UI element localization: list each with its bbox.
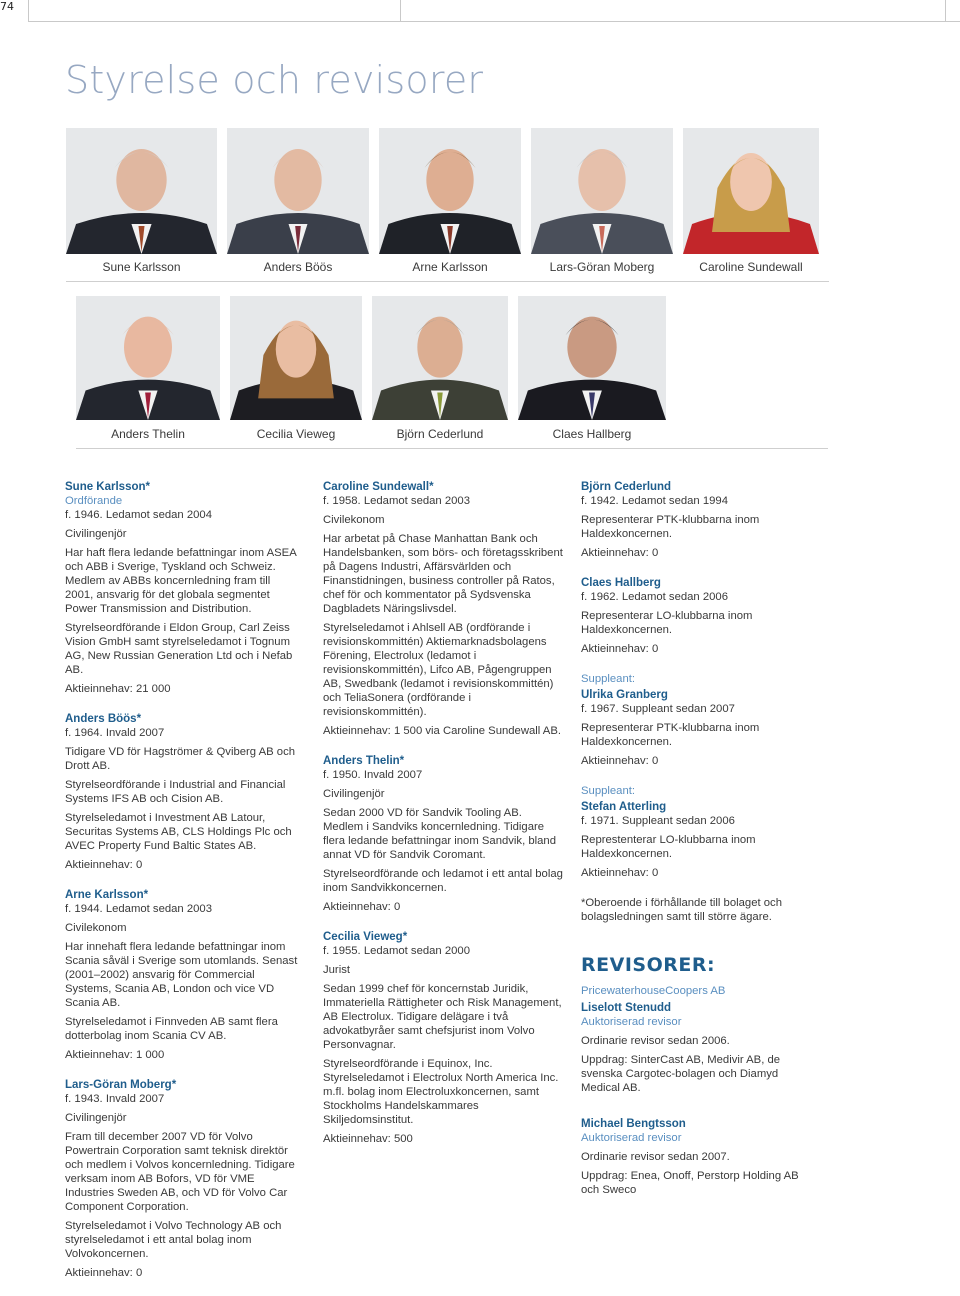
portrait-photo [531, 128, 673, 254]
member-name: Anders Thelin* [323, 755, 405, 767]
suppleant-label: Suppleant: [581, 673, 636, 685]
board-photo-row-1 [66, 128, 819, 274]
member-text: Civilingenjör [65, 528, 127, 540]
auditor-entry [581, 1117, 813, 1197]
portrait-photo [372, 296, 508, 420]
board-member-card [76, 296, 220, 441]
member-shares: Aktieinnehav: 0 [65, 1267, 143, 1279]
portrait-photo [76, 296, 220, 420]
portrait-photo [683, 128, 819, 254]
page-title: Styrelse och revisorer [65, 58, 484, 102]
portrait-name: Claes Hallberg [552, 427, 632, 441]
portrait-photo [379, 128, 521, 254]
member-year: f. 1942. Ledamot sedan 1994 [581, 495, 728, 507]
member-shares: Aktieinnehav: 0 [323, 901, 401, 913]
board-member-card [518, 296, 666, 441]
board-member-card [66, 128, 217, 274]
member-name: Ulrika Granberg [581, 689, 668, 701]
employee-rep-entry [581, 480, 813, 560]
member-text: Sedan 1999 chef för koncernstab Juridik, Immateriella Rättigheter och Risk Management, AB Electrolux. Tidigare delägare i två advokatbyråer samt chefsjurist inom Volvo Personvagnar. [323, 983, 562, 1051]
member-text: Civilingenjör [323, 788, 385, 800]
member-text: Styrelseledamot i Finnveden AB samt flera dotterbolag inom Scania CV AB. [65, 1016, 278, 1042]
auditor-name: Liselott Stenudd [581, 1002, 672, 1014]
member-text: Representerar LO-klubbarna inom Haldexkoncernen. [581, 610, 753, 636]
board-member-card [683, 128, 819, 274]
member-name: Stefan Atterling [581, 801, 667, 813]
member-shares: Aktieinnehav: 0 [581, 643, 659, 655]
board-member-card [227, 128, 369, 274]
suppleant-label: Suppleant: [581, 785, 636, 797]
member-name: Cecilia Vieweg* [323, 931, 408, 943]
member-year: f. 1955. Ledamot sedan 2000 [323, 945, 470, 957]
board-member-card [372, 296, 508, 441]
caption-rule [66, 281, 829, 282]
auditor-text: Ordinarie revisor sedan 2006. [581, 1035, 730, 1047]
member-year: f. 1967. Suppleant sedan 2007 [581, 703, 735, 715]
audit-firm: PricewaterhouseCoopers AB [581, 985, 726, 997]
member-name: Arne Karlsson* [65, 889, 149, 901]
member-text: Styrelseordförande i Eldon Group, Carl Zeiss Vision GmbH samt styrelseledamot i Tognum AG, New Russian Generation Ltd och i Nefab AB. [65, 622, 293, 676]
member-year: f. 1943. Invald 2007 [65, 1093, 165, 1105]
member-year: f. 1962. Ledamot sedan 2006 [581, 591, 728, 603]
member-name: Lars-Göran Moberg* [65, 1079, 177, 1091]
independence-footnote: *Oberoende i förhållande till bolaget och bolagsledningen samt till större ägare. [581, 897, 782, 923]
member-text: Styrelseordförande i Industrial and Financial Systems IFS AB och Cision AB. [65, 779, 286, 805]
member-text: Styrelseordförande och ledamot i ett antal bolag inom Sandvikkoncernen. [323, 868, 563, 894]
header-tick [28, 0, 29, 22]
board-entry [65, 480, 299, 696]
auditor-entry [581, 1001, 813, 1095]
auditor-name: Michael Bengtsson [581, 1118, 686, 1130]
member-name: Claes Hallberg [581, 577, 661, 589]
member-year: f. 1946. Ledamot sedan 2004 [65, 509, 212, 521]
member-shares: Aktieinnehav: 0 [581, 867, 659, 879]
member-shares: Aktieinnehav: 0 [65, 859, 143, 871]
member-name: Sune Karlsson* [65, 481, 150, 493]
member-role: Ordförande [65, 495, 123, 507]
board-entry [323, 930, 563, 1146]
member-text: Tidigare VD för Hagströmer & Qviberg AB och Drott AB. [65, 746, 296, 772]
board-member-card [531, 128, 673, 274]
portrait-name: Caroline Sundewall [699, 260, 803, 274]
member-text: Styrelseledamot i Investment AB Latour, Securitas Systems AB, CLS Holdings Plc och AVEC Property Fund Baltic States AB. [65, 812, 292, 852]
portrait-name: Arne Karlsson [412, 260, 488, 274]
portrait-photo [518, 296, 666, 420]
portrait-name: Sune Karlsson [102, 260, 181, 274]
member-text: Civilekonom [65, 922, 127, 934]
portrait-name: Anders Thelin [111, 427, 185, 441]
member-text: Har arbetat på Chase Manhattan Bank och Handelsbanken, som börs- och företagsskribent på Dagens Industri, Affärsvärlden och Finanstidningen, business controller på Ratos, chef för och kommentator på Sydsvenska Dagbladets Näringslivsdel. [323, 533, 563, 615]
portrait-photo [230, 296, 362, 420]
header-rule [28, 21, 960, 22]
suppleant-entry [581, 784, 813, 880]
board-entry [65, 712, 299, 872]
portrait-photo [227, 128, 369, 254]
member-name: Björn Cederlund [581, 481, 672, 493]
member-shares: Aktieinnehav: 1 500 via Caroline Sundewall AB. [323, 725, 562, 737]
board-entry [65, 1078, 299, 1280]
member-text: Representerar PTK-klubbarna inom Haldexkoncernen. [581, 514, 760, 540]
member-text: Har haft flera ledande befattningar inom ASEA och ABB i Sverige, Tyskland och Schweiz. Medlem av ABBs koncernledning fram till 2001, ansvarig för det globala segmentet Power Transmission and Distribution. [65, 547, 297, 615]
member-shares: Aktieinnehav: 500 [323, 1133, 413, 1145]
portrait-photo [66, 128, 217, 254]
header-tick [400, 0, 401, 22]
member-text: Har innehaft flera ledande befattningar inom Scania såväl i Sverige som utomlands. Senast (2001–2002) ansvarig för Commercial Systems, Scania AB, London och vice VD Scania AB. [65, 941, 298, 1009]
member-year: f. 1944. Ledamot sedan 2003 [65, 903, 212, 915]
member-shares: Aktieinnehav: 0 [581, 755, 659, 767]
text-column-3 [581, 480, 813, 1213]
board-entry [323, 754, 563, 914]
auditor-text: Uppdrag: Enea, Onoff, Perstorp Holding AB och Sweco [581, 1170, 799, 1196]
member-name: Caroline Sundewall* [323, 481, 434, 493]
member-text: Styrelseledamot i Ahlsell AB (ordförande i revisionskommittén) Aktiemarknadsbolagens Förening, Electrolux (ledamot i revisionskommittén), Lifco AB, Pågengruppen AB, Swedbank (ledamot i revisionskommittén) och TeliaSonera (ordförande i revisionskommittén). [323, 622, 554, 718]
board-entry [65, 888, 299, 1062]
portrait-name: Björn Cederlund [396, 427, 484, 441]
member-year: f. 1958. Ledamot sedan 2003 [323, 495, 470, 507]
portrait-name: Cecilia Vieweg [256, 427, 336, 441]
member-text: Sedan 2000 VD för Sandvik Tooling AB. Medlem i Sandviks koncernledning. Tidigare flera ledande befattningar inom Sandvik, bland annat VD för Sandvik Coromant. [323, 807, 556, 861]
member-shares: Aktieinnehav: 21 000 [65, 683, 171, 695]
member-text: Fram till december 2007 VD för Volvo Powertrain Corporation samt teknisk direktör och medlem i Volvos koncernledning. Tidigare verksam inom AB Bofors, VD för VME Industries Sweden AB, och VD för Volvo Car Component Corporation. [65, 1131, 295, 1213]
auditor-text: Ordinarie revisor sedan 2007. [581, 1151, 730, 1163]
suppleant-entry [581, 672, 813, 768]
member-text: Representerar PTK-klubbarna inom Haldexkoncernen. [581, 722, 760, 748]
member-year: f. 1950. Invald 2007 [323, 769, 423, 781]
member-text: Civilekonom [323, 514, 385, 526]
employee-rep-entry [581, 576, 813, 656]
member-shares: Aktieinnehav: 0 [581, 547, 659, 559]
member-text: Jurist [323, 964, 350, 976]
auditors-heading: REVISORER: [581, 954, 716, 976]
header-tick [945, 0, 946, 22]
text-column-1 [65, 480, 299, 1296]
board-entry [323, 480, 563, 738]
member-text: Styrelseordförande i Equinox, Inc. Styrelseledamot i Electrolux North America Inc. m.fl. bolag inom Electroluxkoncernen, samt Stockholms Handelskammares Skiljedomsinstitut. [323, 1058, 559, 1126]
caption-rule [76, 448, 828, 449]
member-name: Anders Böös* [65, 713, 142, 725]
board-member-card [230, 296, 362, 441]
member-text: Styrelseledamot i Volvo Technology AB och styrelseledamot i ett antal bolag inom Volvokoncernen. [65, 1220, 282, 1260]
member-text: Represtenterar LO-klubbarna inom Haldexkoncernen. [581, 834, 756, 860]
auditor-title: Auktoriserad revisor [581, 1016, 682, 1028]
member-year: f. 1964. Invald 2007 [65, 727, 165, 739]
page-number: 74 [0, 0, 14, 13]
member-shares: Aktieinnehav: 1 000 [65, 1049, 165, 1061]
board-photo-row-2 [76, 296, 666, 441]
auditor-title: Auktoriserad revisor [581, 1132, 682, 1144]
member-text: Civilingenjör [65, 1112, 127, 1124]
portrait-name: Anders Böös [263, 260, 333, 274]
board-member-card [379, 128, 521, 274]
member-year: f. 1971. Suppleant sedan 2006 [581, 815, 735, 827]
portrait-name: Lars-Göran Moberg [549, 260, 655, 274]
text-column-2 [323, 480, 563, 1162]
auditor-text: Uppdrag: SinterCast AB, Medivir AB, de svenska Cargotec-bolagen och Diamyd Medical AB. [581, 1054, 781, 1094]
